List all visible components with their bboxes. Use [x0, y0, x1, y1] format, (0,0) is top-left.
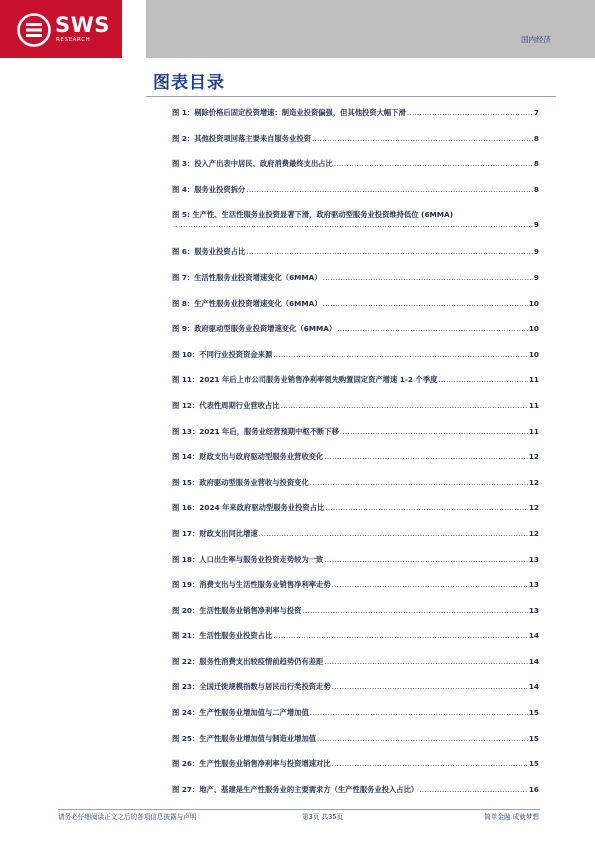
toc-entry[interactable]	[172, 501, 539, 527]
toc-entry[interactable]	[172, 553, 539, 579]
toc-leader-dots	[317, 734, 528, 744]
toc-entry-page: 15	[528, 759, 539, 769]
toc-leader-dots	[419, 785, 528, 795]
toc-entry-title: 图 4：服务业投资拆分	[172, 184, 246, 194]
header-gap	[122, 0, 146, 58]
toc-entry[interactable]	[172, 450, 539, 476]
toc-entry-page: 12	[528, 503, 539, 513]
toc-entry-title: 图 18：人口出生率与服务业投资走势较为一致	[172, 554, 324, 564]
toc-leader-dots	[310, 708, 528, 718]
toc-leader-dots	[332, 682, 528, 692]
toc-entry-title: 图 10：不同行业投资资金来源	[172, 349, 273, 359]
toc-entry[interactable]	[172, 297, 539, 323]
toc-entry[interactable]	[172, 425, 539, 451]
toc-entry-page: 8	[533, 159, 539, 169]
toc-entry[interactable]	[172, 208, 539, 245]
toc-entry[interactable]	[172, 757, 539, 783]
toc-entry-title: 图 23：全国迁徙规模指数与居民出行类投资走势	[172, 682, 331, 692]
toc-leader-dots	[310, 478, 528, 488]
header-bar	[146, 0, 595, 58]
toc-leader-dots	[273, 631, 528, 641]
toc-entry-title: 图 24：生产性服务业增加值与二产增加值	[172, 708, 309, 718]
toc-leader-dots	[438, 375, 527, 385]
toc-entry-title: 图 26：生产性服务业销售净利率与投资增速对比	[172, 759, 331, 769]
toc-entry-title: 图 8：生产性服务业投资增速变化（6MMA）	[172, 298, 322, 308]
toc-entry-page: 13	[528, 580, 539, 590]
toc-entry-page: 8	[533, 133, 539, 143]
toc-entry[interactable]	[172, 245, 539, 271]
toc-entry-page: 14	[528, 682, 539, 692]
brand-logo-block	[0, 0, 122, 58]
toc-entry[interactable]	[172, 271, 539, 297]
toc-leader-dots	[332, 759, 528, 769]
toc-entry-page: 14	[528, 631, 539, 641]
toc-entry-page: 11	[528, 426, 539, 436]
footer-divider	[58, 809, 540, 810]
toc-leader-dots	[324, 657, 528, 667]
toc-entry[interactable]	[172, 680, 539, 706]
toc-entry-page: 8	[533, 184, 539, 194]
toc-entry[interactable]	[172, 132, 539, 158]
toc-entry-title: 图 7：生活性服务业投资增速变化（6MMA）	[172, 272, 322, 282]
toc-entry-page: 10	[528, 324, 539, 334]
toc-entry[interactable]	[172, 106, 539, 132]
toc-leader-dots	[407, 108, 533, 118]
toc-entry-title: 图 11：2021 年后上市公司服务业销售净利率领先购置固定资产增速 1-2 个季度	[172, 375, 438, 385]
toc-entry[interactable]	[172, 732, 539, 758]
footer-slogan: 简单金融 成就梦想	[484, 813, 539, 821]
toc-entry-title: 图 22：服务性消费支出较疫情前趋势仍有差距	[172, 656, 324, 666]
toc-entry-title: 图 27：地产、基建是生产性服务业的主要需求方（生产性服务业投入占比）	[172, 784, 419, 794]
toc-entry-title: 图 13：2021 年后，服务业经营预期中枢不断下移	[172, 426, 339, 436]
toc-entry-title: 图 6：服务业投资占比	[172, 247, 246, 257]
toc-leader-dots	[334, 159, 533, 169]
toc-entry[interactable]	[172, 783, 539, 809]
toc-leader-dots	[337, 324, 528, 334]
toc-entry-title: 图 9：政府驱动型服务业投资增速变化（6MMA）	[172, 324, 337, 334]
toc-leader-dots	[323, 273, 533, 283]
toc-entry[interactable]	[172, 476, 539, 502]
toc-entry[interactable]	[172, 655, 539, 681]
toc-entry-title: 图 2：其他投资项回落主要来自服务业投资	[172, 133, 311, 143]
toc-entry-title: 图 20：生活性服务业销售净利率与投资	[172, 605, 302, 615]
toc-entry-page: 16	[528, 784, 539, 794]
toc-leader-dots	[246, 185, 533, 195]
footer-disclaimer[interactable]: 请务必仔细阅读正文之后的各项信息披露与声明	[58, 813, 197, 821]
toc-entry-page: 11	[528, 400, 539, 410]
toc-entry-page: 11	[528, 375, 539, 385]
toc-entry[interactable]	[172, 183, 539, 209]
toc-entry-title: 图 12：代表性周期行业营收占比	[172, 400, 280, 410]
toc-entry-title: 图 5: 生产性、生活性服务业投资显著下滑，政府驱动型服务业投资维持低位 (6MMA)	[172, 210, 454, 220]
toc-entry-page: 10	[528, 349, 539, 359]
toc-entry-title: 图 25：生产性服务业增加值与制造业增加值	[172, 733, 317, 743]
toc-entry-page: 9	[533, 220, 539, 230]
toc-entry-title: 图 3：投入产出表中居民、政府消费最终支出占比	[172, 159, 333, 169]
page-title: 图表目录	[153, 73, 225, 93]
header-section-label: 国内经济	[521, 35, 551, 44]
toc-leader-dots	[302, 606, 527, 616]
toc-entry[interactable]	[172, 348, 539, 374]
toc-entry[interactable]	[172, 604, 539, 630]
toc-entry-page: 12	[528, 528, 539, 538]
toc-entry-page: 9	[533, 247, 539, 257]
toc-entry-page: 14	[528, 656, 539, 666]
toc-entry-page: 13	[528, 605, 539, 615]
footer-page-number: 第3页 共35页	[302, 813, 344, 821]
toc-leader-dots	[173, 220, 533, 230]
toc-leader-dots	[312, 134, 533, 144]
toc-leader-dots	[325, 503, 528, 513]
toc-entry[interactable]	[172, 706, 539, 732]
toc-entry[interactable]	[172, 399, 539, 425]
toc-entry-title: 图 19：消费支出与生活性服务业销售净利率走势	[172, 580, 331, 590]
toc-leader-dots	[324, 555, 528, 565]
toc-entry-page: 15	[528, 708, 539, 718]
toc-entry-page: 13	[528, 554, 539, 564]
toc-entry-page: 12	[528, 452, 539, 462]
toc-entry-page: 9	[533, 272, 539, 282]
toc-entry[interactable]	[172, 578, 539, 604]
toc-entry-title: 图 16：2024 年来政府驱动型服务业投资占比	[172, 503, 325, 513]
toc-entry[interactable]	[172, 527, 539, 553]
toc-entry-title: 图 1：剔除价格后固定投资增速：制造业投资偏强，但其他投资大幅下滑	[172, 108, 406, 117]
toc-entry-page: 10	[528, 298, 539, 308]
logo-text: SWS	[55, 13, 110, 37]
table-of-figures	[172, 106, 539, 808]
toc-leader-dots	[324, 452, 528, 462]
toc-entry-title: 图 14：财政支出与政府驱动型服务业营收变化	[172, 452, 324, 462]
toc-entry-title: 图 17：财政支出同比增速	[172, 528, 258, 538]
toc-entry-title: 图 15：政府驱动型服务业营收与投资变化	[172, 477, 309, 487]
toc-leader-dots	[281, 401, 528, 411]
toc-entry[interactable]	[172, 629, 539, 655]
toc-entry-page: 15	[528, 733, 539, 743]
toc-entry-title: 图 21：生活性服务业投资占比	[172, 631, 273, 641]
toc-leader-dots	[273, 350, 528, 360]
sws-logo-icon	[17, 13, 51, 47]
toc-entry[interactable]	[172, 373, 539, 399]
toc-leader-dots	[332, 580, 528, 590]
toc-entry-page: 7	[533, 108, 539, 117]
title-divider	[146, 96, 556, 97]
toc-leader-dots	[246, 247, 533, 257]
logo-subtext: RESEARCH	[56, 37, 91, 43]
toc-entry-page: 12	[528, 477, 539, 487]
toc-leader-dots	[340, 427, 528, 437]
toc-leader-dots	[259, 529, 528, 539]
toc-leader-dots	[323, 299, 528, 309]
toc-entry[interactable]	[172, 322, 539, 348]
toc-entry[interactable]	[172, 157, 539, 183]
